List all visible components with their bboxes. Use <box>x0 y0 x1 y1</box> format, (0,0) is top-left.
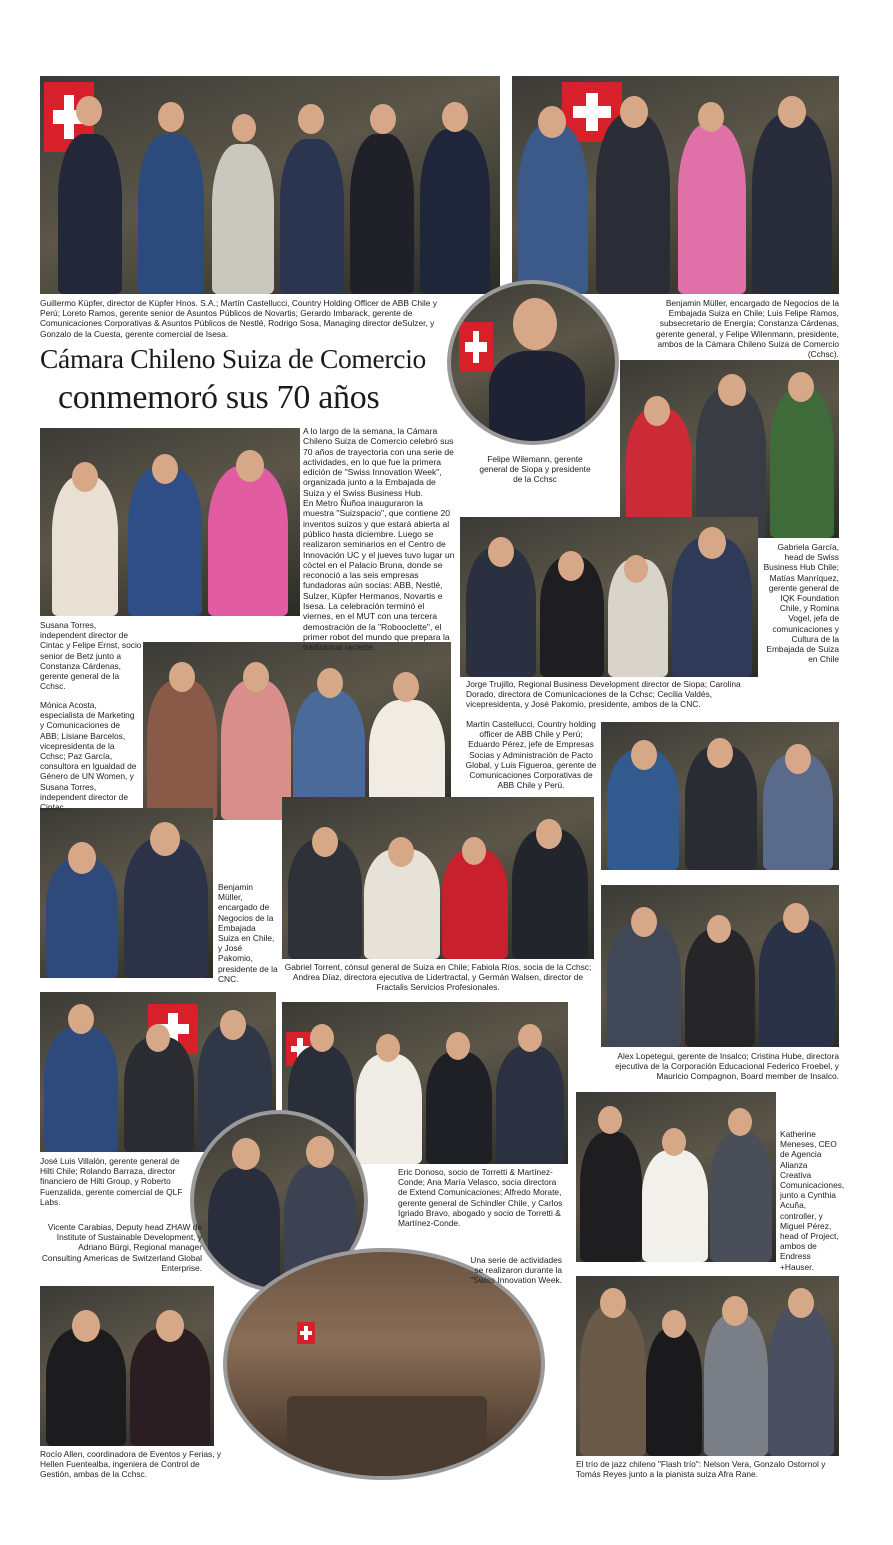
caption-president: Felipe Wilemann, gerente general de Siopa y presidente de la Cchsc <box>479 454 591 485</box>
photo-ambassador-group <box>512 76 839 294</box>
caption-swiss-innovation-week: Una serie de actividades se realizaron durante la "Swiss Innovation Week. <box>470 1255 562 1286</box>
caption-siopa-cnc: Jorge Trujillo, Regional Business Development director de Siopa; Carolina Dorado, directora de Comunicaciones de la Cchsc; Cecilia Valdés, vicepresidenta, y José Pakomio, presidente, ambos de la CNC. <box>466 679 741 710</box>
photo-women-group <box>143 642 451 820</box>
article-title-line1: Cámara Chileno Suiza de Comercio <box>40 343 426 374</box>
caption-awards: Guillermo Küpfer, director de Küpfer Hnos. S.A.; Martín Castellucci, Country Holding Officer de ABB Chile y Perú; Loreto Ramos, gerente senior de Asuntos Públicos de Novartis; Gerardo Imbarack, gerente de Comunicaciones Corporativas & Asuntos Públicos de Nestlé, Rodrigo Sosa, Managing director deSulzer, y Gonzalo de la Cuesta, gerente comercial de Isesa. <box>40 298 437 339</box>
caption-consul-group: Gabriel Torrent, cónsul general de Suiza en Chile; Fabiola Ríos, socia de la Cchsc; Andrea Díaz, directora ejecutiva de Lidertractal, y Germán Walsen, director de Fractalis Servicios Profesionales. <box>284 962 592 993</box>
photo-siopa-cnc <box>460 517 758 677</box>
caption-ambassador-group: Benjamin Müller, encargado de Negocios de la Embajada Suiza en Chile; Luis Felipe Ramos, subsecretario de Energía; Constanza Cárdenas, gerente general, y Felipe Wilenmann, presidente, ambos de la Cámara Chileno Suiza de Comercio (Cchsc). <box>656 298 839 360</box>
article-body: A lo largo de la semana, la Cámara Chileno Suiza de Comercio celebró sus 70 años de trayectoria con una serie de actividades, en lo que fue la primera edición de "Swiss Innovation Week", organizada junto a la Embajada de Suiza y el Swiss Business Hub. En Metro Ñuñoa inauguraron la muestra "Suizspacio", que contiene 20 inventos suizos y que estará abierta al público hasta diciembre. Luego se realizaron seminarios en el Centro de Innovación UC y el jueves tuvo lugar un cóctel en el Palacio Bruna, donde se reconoció a las seis empresas fundadoras aún socias: ABB, Nestlé, Sulzer, Küpfer Hermanos, Novartis e Isesa. La celebración terminó el viernes, en el MUT con una tercera demostración de la "Robooclette", el primer robot del mundo que prepara la tradicional raclette. <box>303 426 455 653</box>
photo-embassy-cnc <box>40 808 213 978</box>
photo-endress-group <box>576 1092 776 1262</box>
swiss-flag-icon <box>459 322 493 372</box>
caption-embassy-cnc: Benjamin Müller, encargado de Negocios de la Embajada Suiza en Chile, y José Pakomio, presidente de la CNC. <box>218 882 278 984</box>
swiss-flag-icon <box>297 1322 315 1344</box>
caption-women-group: Mónica Acosta, especialista de Marketing y Comunicaciones de ABB; Lisiane Barcelos, vicepresidenta de la Cchsc; Paz García, consultora en Igualdad de Género de UN Women, y Susana Torres, independent director de Cintac. <box>40 700 137 813</box>
caption-swiss-business-hub: Gabriela García, head de Swiss Business Hub Chile; Matías Manríquez, gerente general de IQK Foundation Chile, y Romina Vogel, jefa de comunicaciones y Cultura de la Embajada de Suiza en Chile <box>763 542 839 665</box>
photo-group-awards <box>40 76 500 294</box>
caption-trio-evening: Susana Torres, independent director de Cintac y Felipe Ernst, socio senior de Betz junto a Constanza Cárdenas, gerente general de la Cchsc. <box>40 620 142 692</box>
photo-cchsc-women <box>40 1286 214 1446</box>
caption-zhaw: Vicente Carabias, Deputy head ZHAW de Institute of Sustainable Development, y Adriano Bürgi, Regional manager Consulting Americas de Switzerland Global Enterprise. <box>41 1222 202 1273</box>
photo-swiss-business-hub <box>620 360 839 538</box>
photo-round-president <box>447 280 619 445</box>
caption-jazz-trio: El trío de jazz chileno "Flash trío": Nelson Vera, Gonzalo Ostornol y Tomás Reyes junto a la pianista suiza Afra Rane. <box>576 1459 826 1480</box>
caption-cchsc-women: Rocío Allen, coordinadora de Eventos y Ferias, y Hellen Fuentealba, ingeniera de Control de Gestión, ambas de la Cchsc. <box>40 1449 222 1480</box>
article-title-line2: conmemoró sus 70 años <box>58 379 380 416</box>
photo-trio-evening <box>40 428 300 616</box>
caption-torretti-group: Eric Donoso, socio de Torretti & Martínez-Conde; Ana María Velasco, socia directora de Extend Comunicaciones; Alfredo Morate, gerente general de Schindler Chile, y Carlos Igriado Bravo, abogado y socio de Torretti & Martínez-Conde. <box>398 1167 563 1229</box>
photo-consul-group <box>282 797 594 959</box>
photo-jazz-trio <box>576 1276 839 1456</box>
caption-endress-group: Katherine Meneses, CEO de Agencia Alianza Creativa Comunicaciones, junto a Cynthia Acuña, controller, y Miguel Pérez, head of Project, ambos de Endress +Hauser. <box>780 1129 845 1272</box>
caption-abb-trio: Martín Castellucci, Country holding officer de ABB Chile y Perú; Eduardo Pérez, jefe de Empresas Socias y Administración de Pacto Global, y Luis Figueroa, gerente de Comunicaciones Corporativas de ABB Chile y Perú. <box>465 719 597 791</box>
caption-insalco-group: Alex Lopetegui, gerente de Insalco; Cristina Hube, directora ejecutiva de la Corporación Educacional Federico Froebel, y Mauricio Compagnon, Board member de Insalco. <box>615 1051 839 1082</box>
caption-hilti-group: José Luis Villalón, gerente general de Hilti Chile; Rolando Barraza, director financiero de Hilti Group, y Roberto Fuenzalida, gerente comercial de QLF Labs. <box>40 1156 183 1207</box>
photo-insalco-group <box>601 885 839 1047</box>
photo-abb-trio <box>601 722 839 870</box>
